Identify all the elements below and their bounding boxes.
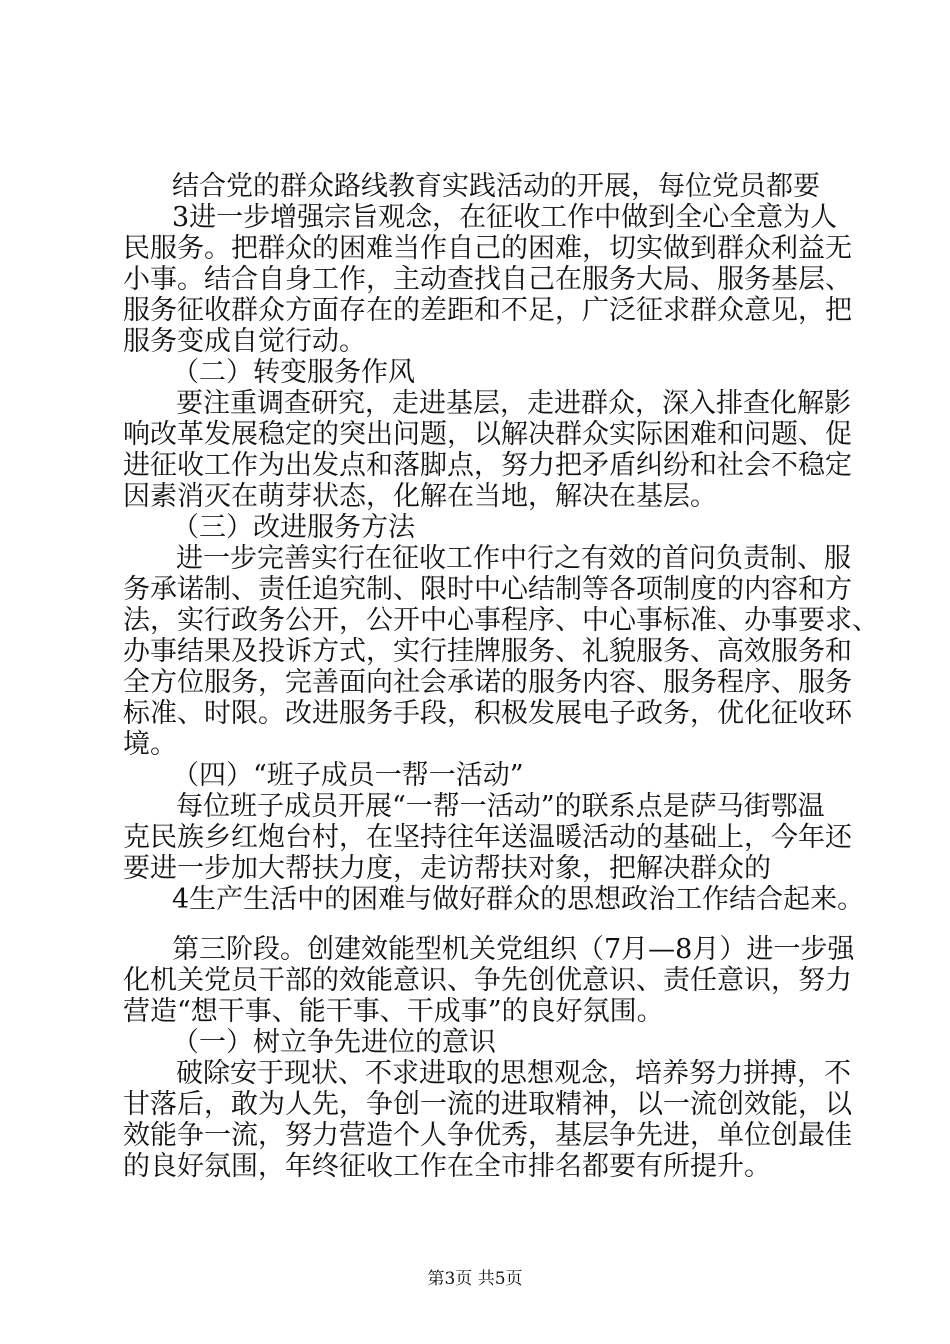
- paragraph-line: 小事。结合自身工作，主动查找自己在服务大局、服务基层、: [123, 264, 852, 295]
- paragraph-line: 民服务。把群众的困难当作自己的困难，切实做到群众利益无: [123, 233, 852, 264]
- paragraph-line: 要注重调查研究，走进基层，走进群众，深入排查化解影: [176, 388, 851, 419]
- section-heading: （三）改进服务方法: [172, 512, 415, 543]
- paragraph-line: 第三阶段。创建效能型机关党组织（7月—8月）进一步强: [172, 934, 855, 965]
- paragraph-line: 破除安于现状、不求进取的思想观念，培养努力拼搏，不: [176, 1058, 851, 1089]
- section-heading: （四）“班子成员一帮一活动”: [172, 760, 524, 791]
- paragraph-line: 服务征收群众方面存在的差距和不足，广泛征求群众意见，把: [123, 295, 852, 326]
- paragraph-line: 甘落后，敢为人先，争创一流的进取精神，以一流创效能，以: [123, 1089, 852, 1120]
- paragraph-line: 法，实行政务公开，公开中心事程序、中心事标准、办事要求、: [123, 605, 879, 636]
- paragraph-line: 化机关党员干部的效能意识、争先创优意识、责任意识，努力: [123, 965, 852, 996]
- paragraph-line: 响改革发展稳定的突出问题，以解决群众实际困难和问题、促: [123, 419, 852, 450]
- paragraph-line: 结合党的群众路线教育实践活动的开展，每位党员都要: [172, 171, 820, 202]
- paragraph-line: 效能争一流，努力营造个人争优秀，基层争先进，单位创最佳: [123, 1120, 852, 1151]
- paragraph-line: 每位班子成员开展“一帮一活动”的联系点是萨马街鄂温: [176, 791, 825, 822]
- paragraph-line: 进征收工作为出发点和落脚点，努力把矛盾纠纷和社会不稳定: [123, 450, 852, 481]
- paragraph-line: 服务变成自觉行动。: [123, 326, 366, 357]
- paragraph-line: 全方位服务，完善面向社会承诺的服务内容、服务程序、服务: [123, 667, 852, 698]
- section-heading: （一）树立争先进位的意识: [172, 1027, 496, 1058]
- page-footer: 第3页 共5页: [427, 1269, 523, 1289]
- paragraph-line: 因素消灭在萌芽状态，化解在当地，解决在基层。: [123, 481, 717, 512]
- paragraph-line: 要进一步加大帮扶力度，走访帮扶对象，把解决群众的: [123, 853, 771, 884]
- paragraph-line: 克民族乡红炮台村，在坚持往年送温暖活动的基础上，今年还: [123, 822, 852, 853]
- paragraph-line: 标准、时限。改进服务手段，积极发展电子政务，优化征收环: [123, 698, 852, 729]
- paragraph-line: 务承诺制、责任追究制、限时中心结制等各项制度的内容和方: [123, 574, 852, 605]
- section-heading: （二）转变服务作风: [172, 357, 415, 388]
- paragraph-line: 4生产生活中的困难与做好群众的思想政治工作结合起来。: [172, 884, 865, 915]
- paragraph-line: 办事结果及投诉方式，实行挂牌服务、礼貌服务、高效服务和: [123, 636, 852, 667]
- paragraph-line: 境。: [123, 729, 177, 760]
- paragraph-line: 3进一步增强宗旨观念，在征收工作中做到全心全意为人: [172, 202, 838, 233]
- paragraph-line: 营造“想干事、能干事、干成事”的良好氛围。: [123, 996, 664, 1027]
- paragraph-line: 进一步完善实行在征收工作中行之有效的首问负责制、服: [176, 543, 851, 574]
- paragraph-line: 的良好氛围，年终征收工作在全市排名都要有所提升。: [123, 1151, 771, 1182]
